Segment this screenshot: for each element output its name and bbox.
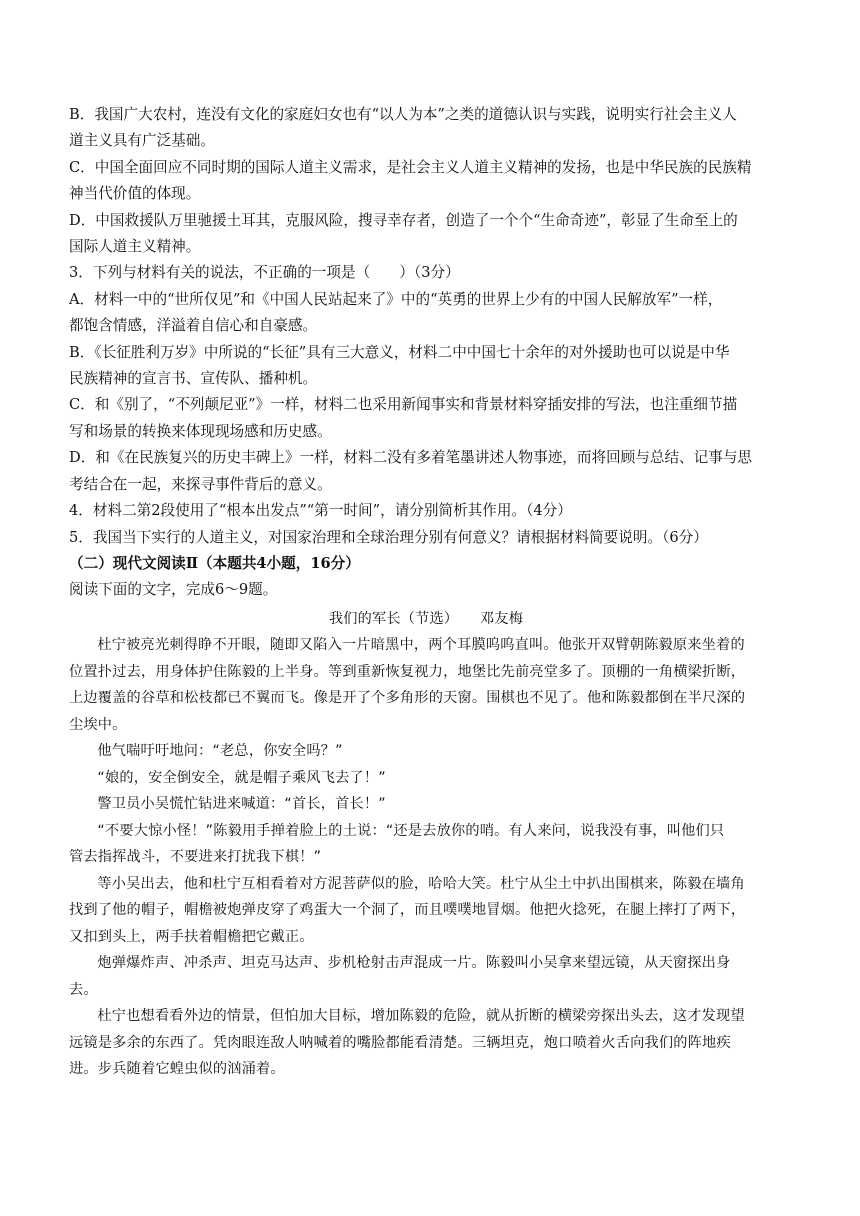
paragraph [69,791,783,818]
option-line: D．中国救援队万里驰援土耳其，克服风险，搜寻幸存者，创造了一个个“生命奇迹”，彰显了生命至上的 [69,211,738,229]
paragraph-line: 警卫员小吴慌忙钻进来喊道：“首长，首长！” [97,796,386,813]
paragraph-line: 管去指挥战斗，不要进来打扰我下棋！” [69,849,322,866]
paragraph-line: 进。步兵随着它蝗虫似的汹涌着。 [69,1061,285,1078]
paragraph [69,632,783,738]
choice-line: 考结合在一起，来探寻事件背后的意义。 [69,475,332,493]
choice-line: D．和《在民族复兴的历史丰碑上》一样，材料二没有多着笔墨讲述人物事迹，而将回顾与总结、记事与思 [69,449,753,467]
option-line: 神当代价值的体现。 [69,185,201,203]
section-instruction: 阅读下面的文字，完成6～9题。 [69,581,278,599]
paragraph-line: 他气喘吁吁地问：“老总，你安全吗？” [97,743,343,760]
option-b [69,102,783,155]
question-3 [69,260,783,498]
choice-line: 都饱含情感，洋溢着自信心和自豪感。 [69,317,318,335]
option-line: 国际人道主义精神。 [69,238,201,256]
article [69,606,783,1083]
option-d [69,208,783,261]
paragraph [69,1003,783,1083]
paragraph-line: 杜宁也想看看外边的情景，但怕加大目标，增加陈毅的危险，就从折断的横梁旁探出头去，这才发现望 [97,1008,745,1025]
option-line: 道主义具有广泛基础。 [69,132,215,150]
question-4: 4．材料二第2段使用了“根本出发点”“第一时间”，请分别简析其作用。（4分） [69,502,572,520]
paragraph-line: 上边覆盖的谷草和松枝都已不翼而飞。像是开了个多角形的天窗。围棋也不见了。他和陈毅都倒在半尺深的 [69,690,746,707]
paragraph [69,818,783,871]
paragraph-line: 尘埃中。 [69,716,127,733]
paragraph-line: 找到了他的帽子，帽檐被炮弹皮穿了鸡蛋大一个洞了，而且噗噗地冒烟。他把火捻死，在腿上摔打了两下， [69,902,746,919]
exam-page [69,102,783,1083]
option-line: B．我国广大农村，连没有文化的家庭妇女也有“以人为本”之类的道德认识与实践，说明实行社会主义人 [69,106,737,123]
paragraph [69,950,783,1003]
paragraph-line: “不要大惊小怪！”陈毅用手掸着脸上的土说：“还是去放你的哨。有人来问，说我没有事，叫他们只 [97,822,725,839]
paragraph-line: 又扣到头上，两手扶着帽檐把它戴正。 [69,928,314,945]
paragraph [69,765,783,792]
article-title: 我们的军长（节选） 邓友梅 [328,610,524,627]
paragraph-line: 杜宁被亮光刺得睁不开眼，随即又陷入一片暗黑中，两个耳膜呜呜直叫。他张开双臂朝陈毅原来坐着的 [97,637,745,654]
option-c [69,155,783,208]
paragraph-line: 炮弹爆炸声、冲杀声、坦克马达声、步机枪射击声混成一片。陈毅叫小吴拿来望远镜，从天窗探出身 [97,955,731,972]
choice-line: 民族精神的宣言书、宣传队、播种机。 [69,370,318,388]
choice-line: A．材料一中的“世所仅见”和《中国人民站起来了》中的“英勇的世界上少有的中国人民解放军”一样， [69,290,723,308]
paragraph [69,871,783,951]
question-5: 5．我国当下实行的人道主义，对国家治理和全球治理分别有何意义？请根据材料简要说明。（6分） [69,528,708,546]
section-heading: （二）现代文阅读Ⅱ（本题共4小题，16分） [69,554,360,572]
choice-line: B．《长征胜利万岁》中所说的“长征”具有三大意义，材料二中中国七十余年的对外援助也可以说是中华 [69,343,730,361]
paragraph-line: 远镜是多余的东西了。凭肉眼连敌人呐喊着的嘴脸都能看清楚。三辆坦克，炮口喷着火舌向我们的阵地疾 [69,1034,731,1051]
paragraph-line: 去。 [69,981,98,998]
choice-line: 写和场景的转换来体现现场感和历史感。 [69,422,332,440]
choice-line: C．和《别了，“不列颠尼亚”》一样，材料二也采用新闻事实和背景材料穿插安排的写法，也注重细节描 [69,396,738,414]
paragraph-line: 位置扑过去，用身体护住陈毅的上半身。等到重新恢复视力，地堡比先前亮堂多了。顶棚的一角横梁折断， [69,663,746,680]
paragraph [69,738,783,765]
paragraph-line: 等小吴出去，他和杜宁互相看着对方泥菩萨似的脸，哈哈大笑。杜宁从尘土中扒出围棋来，陈毅在墙角 [97,875,745,892]
option-line: C．中国全面回应不同时期的国际人道主义需求，是社会主义人道主义精神的发扬，也是中华民族的民族精 [69,158,752,176]
paragraph-line: “娘的，安全倒安全，就是帽子乘风飞去了！” [97,769,386,786]
question-stem: 3．下列与材料有关的说法，不正确的一项是（ ）（3分） [69,264,460,282]
